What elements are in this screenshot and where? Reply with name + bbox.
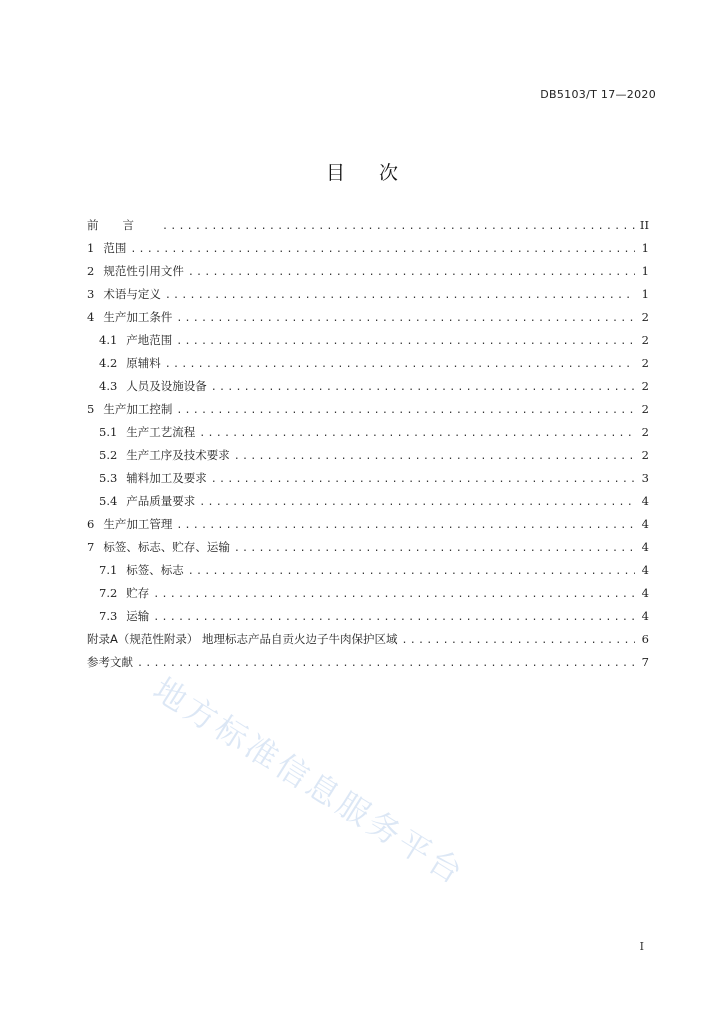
toc-entry[interactable] bbox=[87, 632, 649, 655]
toc-entry-page: 3 bbox=[641, 471, 649, 485]
toc-entry-page: 2 bbox=[641, 310, 649, 324]
toc-leader-dots bbox=[176, 335, 635, 349]
toc-entry[interactable] bbox=[87, 517, 649, 540]
toc-entry-number: 4.2 bbox=[99, 356, 118, 370]
toc-leader-dots bbox=[188, 266, 635, 280]
toc-entry-text: 生产加工条件 bbox=[103, 310, 173, 324]
toc-entry[interactable] bbox=[87, 540, 649, 563]
toc-entry-label bbox=[87, 218, 158, 232]
toc-entry-text: 标签、标志、贮存、运输 bbox=[103, 540, 230, 554]
toc-entry-label bbox=[99, 586, 149, 600]
toc-leader-dots bbox=[234, 450, 635, 464]
toc-entry-page: 4 bbox=[641, 540, 649, 554]
toc-entry-text: 产品质量要求 bbox=[126, 494, 196, 508]
toc-entry-page: 4 bbox=[641, 563, 649, 577]
toc-leader-dots bbox=[188, 565, 635, 579]
toc-entry-text: 生产工艺流程 bbox=[126, 425, 196, 439]
toc-entry-label bbox=[87, 287, 161, 301]
toc-entry-number: 7.3 bbox=[99, 609, 118, 623]
toc-leader-dots bbox=[211, 381, 635, 395]
toc-entry-number: 7.2 bbox=[99, 586, 118, 600]
toc-entry-label bbox=[87, 264, 184, 278]
toc-entry-text: 辅料加工及要求 bbox=[126, 471, 207, 485]
toc-leader-dots bbox=[130, 243, 635, 257]
toc-entry-page: 2 bbox=[641, 333, 649, 347]
toc-entry-label bbox=[99, 356, 161, 370]
toc-entry-label bbox=[87, 540, 230, 554]
toc-entry[interactable] bbox=[87, 448, 649, 471]
toc-entry-page: II bbox=[639, 218, 649, 232]
toc-entry-number: 7 bbox=[87, 540, 95, 554]
toc-entry-label bbox=[99, 425, 195, 439]
toc-leader-dots bbox=[162, 220, 635, 234]
toc-entry-page: 4 bbox=[641, 494, 649, 508]
toc-leader-dots bbox=[199, 496, 635, 510]
toc-leader-dots bbox=[176, 312, 635, 326]
toc-entry-number: 5.1 bbox=[99, 425, 118, 439]
toc-entry-label bbox=[87, 241, 126, 255]
toc-entry-text: 范围 bbox=[103, 241, 127, 255]
toc-entry-page: 1 bbox=[641, 264, 649, 278]
toc-entry-number: 6 bbox=[87, 517, 95, 531]
toc-entry-label bbox=[99, 333, 172, 347]
toc-entry-number: 4.1 bbox=[99, 333, 118, 347]
toc-entry[interactable] bbox=[87, 655, 649, 678]
toc-entry-label bbox=[99, 471, 207, 485]
toc-entry[interactable] bbox=[87, 333, 649, 356]
toc-entry-text: 标签、标志 bbox=[126, 563, 184, 577]
toc-entry-text: 生产工序及技术要求 bbox=[126, 448, 230, 462]
watermark: 地方标准信息服务平台 bbox=[146, 670, 473, 894]
toc-leader-dots bbox=[153, 611, 635, 625]
document-number: DB5103/T 17—2020 bbox=[540, 88, 656, 101]
toc-entry-label bbox=[99, 563, 184, 577]
toc-entry[interactable] bbox=[87, 310, 649, 333]
toc-entry-page: 1 bbox=[641, 241, 649, 255]
toc-entry-number: 3 bbox=[87, 287, 95, 301]
toc-entry-number: 4 bbox=[87, 310, 95, 324]
toc-entry[interactable] bbox=[87, 218, 649, 241]
toc-entry-page: 1 bbox=[641, 287, 649, 301]
toc-entry-page: 6 bbox=[641, 632, 649, 646]
toc-entry[interactable] bbox=[87, 356, 649, 379]
toc-entry-label bbox=[99, 609, 149, 623]
toc-entry-label bbox=[87, 310, 172, 324]
toc-leader-dots bbox=[137, 657, 635, 671]
toc-entry-text: 参考文献 bbox=[87, 655, 133, 669]
toc-entry-number: 4.3 bbox=[99, 379, 118, 393]
toc-entry-text: 产地范围 bbox=[126, 333, 173, 347]
toc-entry[interactable] bbox=[87, 264, 649, 287]
toc-entry[interactable] bbox=[87, 471, 649, 494]
toc-entry-number: 5.3 bbox=[99, 471, 118, 485]
toc-leader-dots bbox=[165, 358, 635, 372]
table-of-contents bbox=[87, 218, 649, 678]
toc-leader-dots bbox=[176, 519, 635, 533]
toc-entry-label bbox=[99, 494, 195, 508]
toc-entry-number: 7.1 bbox=[99, 563, 118, 577]
toc-entry-label bbox=[99, 379, 207, 393]
toc-entry-text: 生产加工管理 bbox=[103, 517, 173, 531]
toc-entry-label bbox=[87, 655, 133, 669]
toc-entry-page: 4 bbox=[641, 609, 649, 623]
toc-leader-dots bbox=[153, 588, 635, 602]
toc-entry[interactable] bbox=[87, 379, 649, 402]
toc-entry[interactable] bbox=[87, 494, 649, 517]
toc-entry[interactable] bbox=[87, 402, 649, 425]
toc-entry-text: 人员及设施设备 bbox=[126, 379, 207, 393]
toc-entry-page: 2 bbox=[641, 425, 649, 439]
toc-entry-text: 前言 bbox=[87, 218, 158, 232]
toc-entry-page: 2 bbox=[641, 402, 649, 416]
toc-leader-dots bbox=[402, 634, 635, 648]
page-title: 目 次 bbox=[325, 162, 413, 184]
toc-entry-label bbox=[99, 448, 230, 462]
toc-entry-page: 4 bbox=[641, 517, 649, 531]
toc-entry[interactable] bbox=[87, 563, 649, 586]
toc-entry-page: 2 bbox=[641, 448, 649, 462]
toc-entry[interactable] bbox=[87, 425, 649, 448]
toc-entry-number: 5 bbox=[87, 402, 95, 416]
toc-leader-dots bbox=[165, 289, 635, 303]
toc-entry-page: 4 bbox=[641, 586, 649, 600]
toc-entry-page: 2 bbox=[641, 356, 649, 370]
toc-entry[interactable] bbox=[87, 287, 649, 310]
toc-entry-text: 规范性引用文件 bbox=[103, 264, 184, 278]
toc-entry-text: 生产加工控制 bbox=[103, 402, 173, 416]
toc-leader-dots bbox=[211, 473, 635, 487]
toc-entry-label bbox=[87, 632, 398, 646]
toc-entry-page: 7 bbox=[641, 655, 649, 669]
toc-entry-text: 贮存 bbox=[126, 586, 150, 600]
toc-entry-label bbox=[87, 402, 172, 416]
toc-entry-number: 5.4 bbox=[99, 494, 118, 508]
toc-entry-number: 1 bbox=[87, 241, 95, 255]
toc-leader-dots bbox=[176, 404, 635, 418]
toc-entry-text: 附录A（规范性附录） 地理标志产品自贡火边子牛肉保护区域 bbox=[87, 632, 398, 646]
toc-entry-text: 运输 bbox=[126, 609, 150, 623]
toc-entry[interactable] bbox=[87, 609, 649, 632]
toc-entry[interactable] bbox=[87, 241, 649, 264]
toc-leader-dots bbox=[234, 542, 635, 556]
page-number: I bbox=[639, 940, 644, 953]
toc-entry[interactable] bbox=[87, 586, 649, 609]
toc-entry-page: 2 bbox=[641, 379, 649, 393]
toc-entry-label bbox=[87, 517, 172, 531]
toc-leader-dots bbox=[199, 427, 635, 441]
toc-entry-number: 2 bbox=[87, 264, 95, 278]
toc-entry-text: 原辅料 bbox=[126, 356, 161, 370]
toc-entry-number: 5.2 bbox=[99, 448, 118, 462]
toc-entry-text: 术语与定义 bbox=[103, 287, 161, 301]
